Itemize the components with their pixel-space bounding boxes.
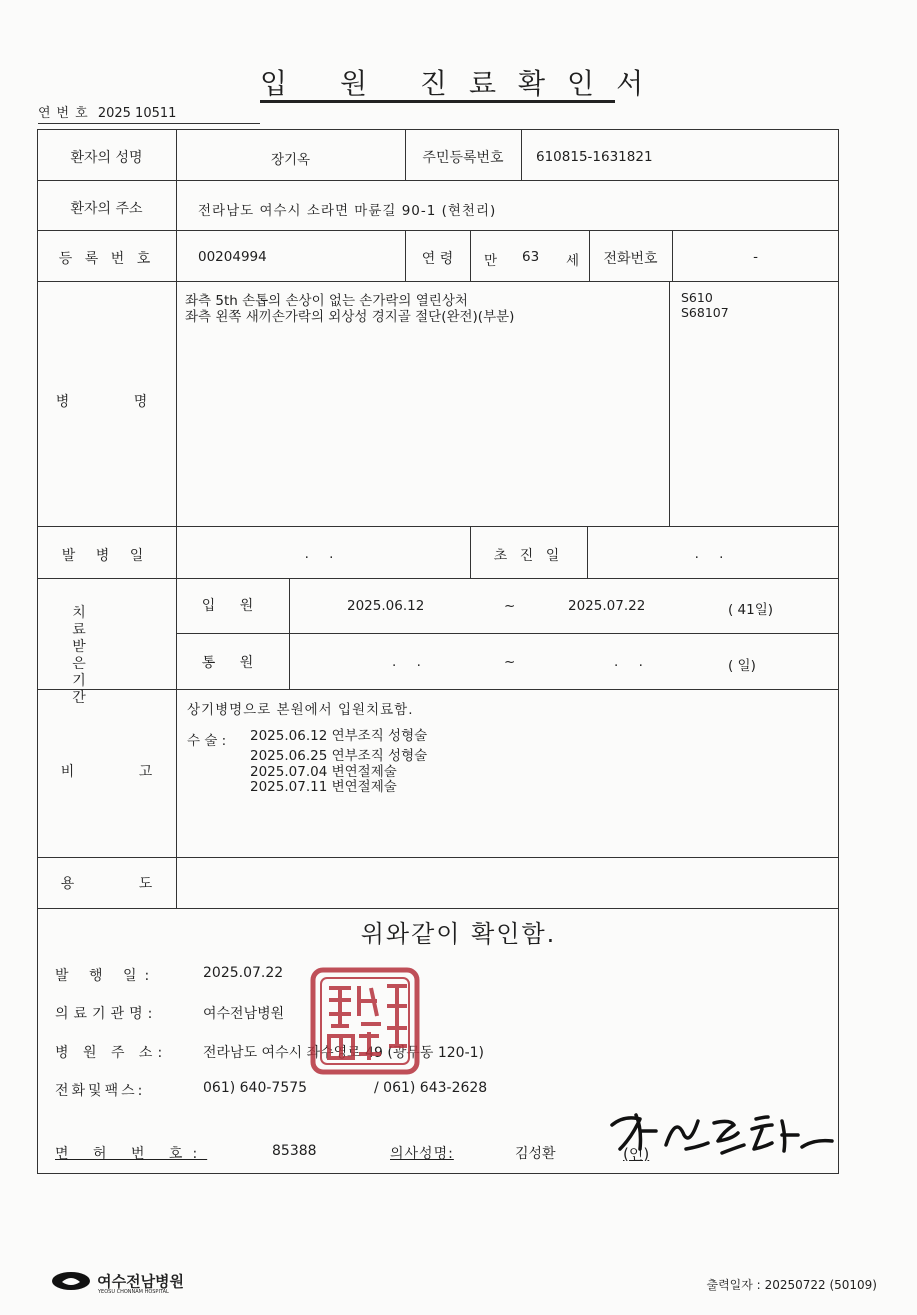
- patient-phone: -: [753, 249, 758, 265]
- seal-mark: (인): [623, 1145, 650, 1163]
- outpatient-days: ( 일): [728, 658, 756, 674]
- outpatient-end: . .: [614, 654, 651, 670]
- confirm-statement: 위와같이 확인함.: [360, 920, 557, 948]
- admission-label: 입 원: [201, 598, 264, 614]
- issue-date-label: 발 행 일:: [55, 968, 158, 984]
- outpatient-label: 통 원: [201, 655, 264, 671]
- doc-no-label: 연번호: [38, 106, 94, 121]
- patient-name: 장기옥: [270, 152, 311, 168]
- footer-hospital-en: YEOSU CHONNAM HOSPITAL: [98, 1289, 169, 1295]
- issue-date: 2025.07.22: [203, 965, 284, 981]
- surgery-1: 2025.06.12 연부조직 성형술: [250, 728, 428, 744]
- document-title: 입 원 진료확인서: [260, 62, 615, 103]
- treatment-period-label: 치료받은기간: [72, 605, 140, 706]
- admission-start: 2025.06.12: [347, 598, 425, 614]
- diagnosis-line-2: 좌측 왼쪽 새끼손가락의 외상성 경지골 절단(완전)(부분): [185, 309, 515, 325]
- tel-fax-label: 전화및팩스:: [55, 1083, 146, 1099]
- purpose-label: 용 도: [60, 876, 153, 892]
- reg-label: 등 록 번 호: [58, 251, 155, 267]
- tel-number: 061) 640-7575: [203, 1080, 308, 1096]
- fax-number: / 061) 643-2628: [374, 1080, 488, 1096]
- admission-days: ( 41일): [728, 602, 774, 618]
- age-value: 63: [522, 249, 540, 265]
- patient-rrn: 610815-1631821: [536, 149, 653, 165]
- outpatient-start: . .: [392, 654, 429, 670]
- surgery-2: 2025.06.25 연부조직 성형술: [250, 748, 428, 764]
- hospital-address-label: 병 원 주 소:: [55, 1045, 168, 1061]
- diagnosis-line-1: 좌측 5th 손톱의 손상이 없는 손가락의 열린상처: [185, 293, 468, 309]
- diagnosis-code-2: S68107: [681, 305, 729, 320]
- hospital-seal-stamp: [309, 966, 421, 1076]
- first-visit-date: . .: [694, 546, 732, 562]
- admission-tilde: ~: [504, 598, 516, 614]
- doctor-name: 김성환: [515, 1146, 556, 1162]
- remarks-line: 상기병명으로 본원에서 입원치료함.: [187, 702, 414, 718]
- age-unit: 세: [566, 253, 580, 269]
- surgery-3: 2025.07.04 변연절제술: [250, 764, 397, 780]
- license-number: 85388: [272, 1143, 317, 1159]
- footer-hospital-name: 여수전남병원: [97, 1272, 185, 1291]
- remarks-label: 비 고: [60, 764, 153, 780]
- age-label: 연 령: [421, 251, 454, 267]
- onset-date: . .: [304, 546, 342, 562]
- rrn-label: 주민등록번호: [422, 150, 504, 166]
- institution-name: 여수전남병원: [203, 1006, 285, 1022]
- name-label: 환자의 성명: [70, 150, 143, 166]
- surgery-label: 수 술 :: [187, 733, 227, 749]
- hospital-logo-icon: [50, 1270, 92, 1292]
- doctor-label: 의사성명:: [390, 1146, 454, 1162]
- surgery-4: 2025.07.11 변연절제술: [250, 779, 397, 795]
- diagnosis-code-1: S610: [681, 290, 713, 305]
- doc-no-value: 2025 10511: [97, 106, 177, 121]
- print-date-label: 출력일자 :: [706, 1278, 761, 1292]
- phone-label: 전화번호: [603, 251, 658, 267]
- license-label: 면 허 번 호:: [55, 1146, 208, 1162]
- age-prefix: 만: [484, 253, 498, 269]
- document-number: [38, 102, 260, 124]
- address-label: 환자의 주소: [70, 201, 143, 217]
- patient-address: 전라남도 여수시 소라면 마륜길 90-1 (현천리): [198, 203, 497, 219]
- onset-label: 발 병 일: [61, 548, 152, 564]
- hospital-address: 전라남도 여수시 좌수영로 49 (광무동 120-1): [203, 1045, 485, 1061]
- doctor-signature: [606, 1105, 838, 1167]
- print-date: [707, 1276, 878, 1293]
- diagnosis-label: 병 명: [55, 394, 158, 410]
- reg-number: 00204994: [198, 249, 267, 265]
- outpatient-tilde: ~: [504, 654, 516, 670]
- hospital-logo: [50, 1270, 184, 1295]
- admission-end: 2025.07.22: [568, 598, 646, 614]
- print-date-value: 20250722 (50109): [764, 1278, 877, 1292]
- first-visit-label: 초 진 일: [493, 548, 564, 564]
- institution-label: 의료기관명:: [55, 1006, 158, 1022]
